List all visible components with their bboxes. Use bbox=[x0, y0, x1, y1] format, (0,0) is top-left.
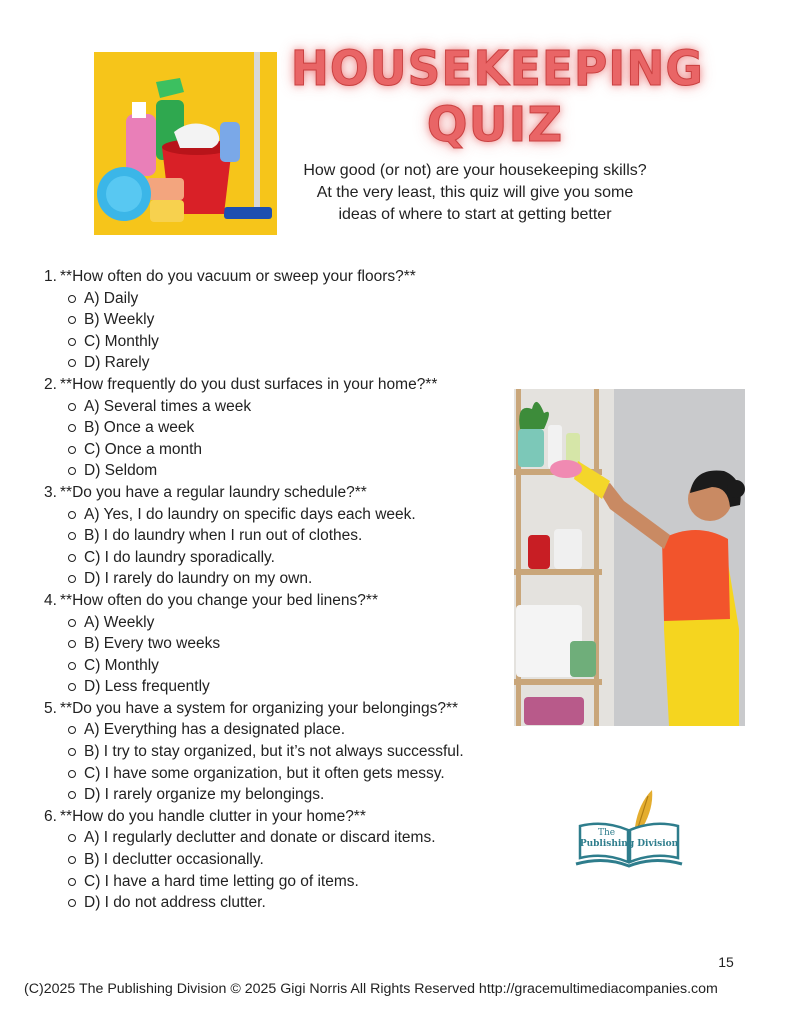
option-item bbox=[44, 763, 514, 785]
option-label: D) Less frequently bbox=[84, 678, 210, 696]
option-item bbox=[44, 676, 514, 698]
logo-line-2: Publishing Division bbox=[579, 839, 679, 849]
cleaning-supplies-photo bbox=[94, 52, 277, 235]
option-label: B) I declutter occasionally. bbox=[84, 851, 264, 869]
option-item bbox=[44, 655, 514, 677]
title-line-2: QUIZ bbox=[426, 97, 564, 153]
intro-line: How good (or not) are your housekeeping skills? bbox=[303, 162, 647, 179]
circle-bullet-icon bbox=[68, 446, 76, 454]
option-label: B) I do laundry when I run out of clothes. bbox=[84, 527, 363, 545]
option-label: D) Seldom bbox=[84, 462, 158, 480]
option-item bbox=[44, 525, 514, 547]
question-text: **How frequently do you dust surfaces in your home?** bbox=[60, 375, 438, 393]
option-item bbox=[44, 504, 514, 526]
option-item bbox=[44, 568, 514, 590]
title-line-1: HOUSEKEEPING bbox=[290, 41, 704, 97]
option-item bbox=[44, 741, 514, 763]
question-4 bbox=[44, 590, 514, 612]
option-label: C) Monthly bbox=[84, 332, 159, 350]
option-label: C) I have some organization, but it often gets messy. bbox=[84, 764, 445, 782]
option-item bbox=[44, 396, 514, 418]
question-number: 5. bbox=[44, 699, 57, 717]
question-3 bbox=[44, 482, 514, 504]
option-label: D) I rarely organize my belongings. bbox=[84, 786, 325, 804]
question-text: **How do you handle clutter in your home?** bbox=[60, 807, 366, 825]
option-item bbox=[44, 892, 514, 914]
question-text: **Do you have a system for organizing your belongings?** bbox=[60, 699, 459, 717]
option-label: A) Everything has a designated place. bbox=[84, 721, 346, 739]
option-label: A) I regularly declutter and donate or discard items. bbox=[84, 829, 436, 847]
circle-bullet-icon bbox=[68, 662, 76, 670]
option-label: B) Once a week bbox=[84, 419, 195, 437]
question-number: 4. bbox=[44, 591, 57, 609]
option-item bbox=[44, 633, 514, 655]
circle-bullet-icon bbox=[68, 511, 76, 519]
option-item bbox=[44, 460, 514, 482]
publishing-division-logo bbox=[574, 786, 684, 872]
option-label: C) I do laundry sporadically. bbox=[84, 548, 275, 566]
option-item bbox=[44, 784, 514, 806]
question-5 bbox=[44, 698, 514, 720]
question-6 bbox=[44, 806, 514, 828]
option-label: C) Once a month bbox=[84, 440, 203, 458]
question-text: **How often do you vacuum or sweep your floors?** bbox=[60, 268, 416, 285]
option-label: B) Weekly bbox=[84, 311, 155, 329]
footer-copyright: (C)2025 The Publishing Division © 2025 Gigi Norris All Rights Reserved http://gracemultimediacompanies.com bbox=[24, 981, 718, 997]
logo-line-1: The bbox=[598, 828, 616, 838]
circle-bullet-icon bbox=[68, 338, 76, 346]
option-item bbox=[44, 309, 514, 331]
circle-bullet-icon bbox=[68, 770, 76, 778]
circle-bullet-icon bbox=[68, 878, 76, 886]
circle-bullet-icon bbox=[68, 554, 76, 562]
woman-cleaning-photo bbox=[514, 389, 745, 726]
question-text: **Do you have a regular laundry schedule?** bbox=[60, 483, 367, 501]
question-number: 3. bbox=[44, 483, 57, 501]
question-text: **How often do you change your bed linens?** bbox=[60, 591, 378, 609]
option-item bbox=[44, 849, 514, 871]
intro-line: At the very least, this quiz will give you some bbox=[316, 184, 634, 201]
option-item bbox=[44, 331, 514, 353]
option-label: D) I rarely do laundry on my own. bbox=[84, 570, 313, 588]
page-number: 15 bbox=[718, 954, 734, 970]
option-item bbox=[44, 439, 514, 461]
intro-paragraph bbox=[285, 160, 665, 226]
option-label: A) Daily bbox=[84, 289, 139, 307]
question-number: 2. bbox=[44, 375, 57, 393]
option-label: B) I try to stay organized, but it’s not always successful. bbox=[84, 743, 464, 761]
option-label: C) Monthly bbox=[84, 656, 159, 674]
option-label: D) Rarely bbox=[84, 354, 150, 372]
question-2 bbox=[44, 374, 514, 396]
circle-bullet-icon bbox=[68, 295, 76, 303]
option-item bbox=[44, 547, 514, 569]
question-number: 6. bbox=[44, 807, 57, 825]
option-item bbox=[44, 288, 514, 310]
option-label: B) Every two weeks bbox=[84, 635, 221, 653]
option-item bbox=[44, 827, 514, 849]
option-label: A) Several times a week bbox=[84, 397, 252, 415]
circle-bullet-icon bbox=[68, 748, 76, 756]
option-label: A) Weekly bbox=[84, 613, 155, 631]
option-item bbox=[44, 612, 514, 634]
circle-bullet-icon bbox=[68, 403, 76, 411]
option-item bbox=[44, 417, 514, 439]
intro-line: ideas of where to start at getting better bbox=[338, 206, 612, 223]
question-number: 1. bbox=[44, 268, 57, 285]
option-item bbox=[44, 352, 514, 374]
quiz-list bbox=[44, 266, 514, 914]
option-item bbox=[44, 719, 514, 741]
option-label: C) I have a hard time letting go of items. bbox=[84, 872, 359, 890]
question-1 bbox=[44, 266, 514, 288]
option-item bbox=[44, 871, 514, 893]
circle-bullet-icon bbox=[68, 619, 76, 627]
option-label: D) I do not address clutter. bbox=[84, 894, 266, 912]
circle-bullet-icon bbox=[68, 856, 76, 864]
option-label: A) Yes, I do laundry on specific days each week. bbox=[84, 505, 416, 523]
